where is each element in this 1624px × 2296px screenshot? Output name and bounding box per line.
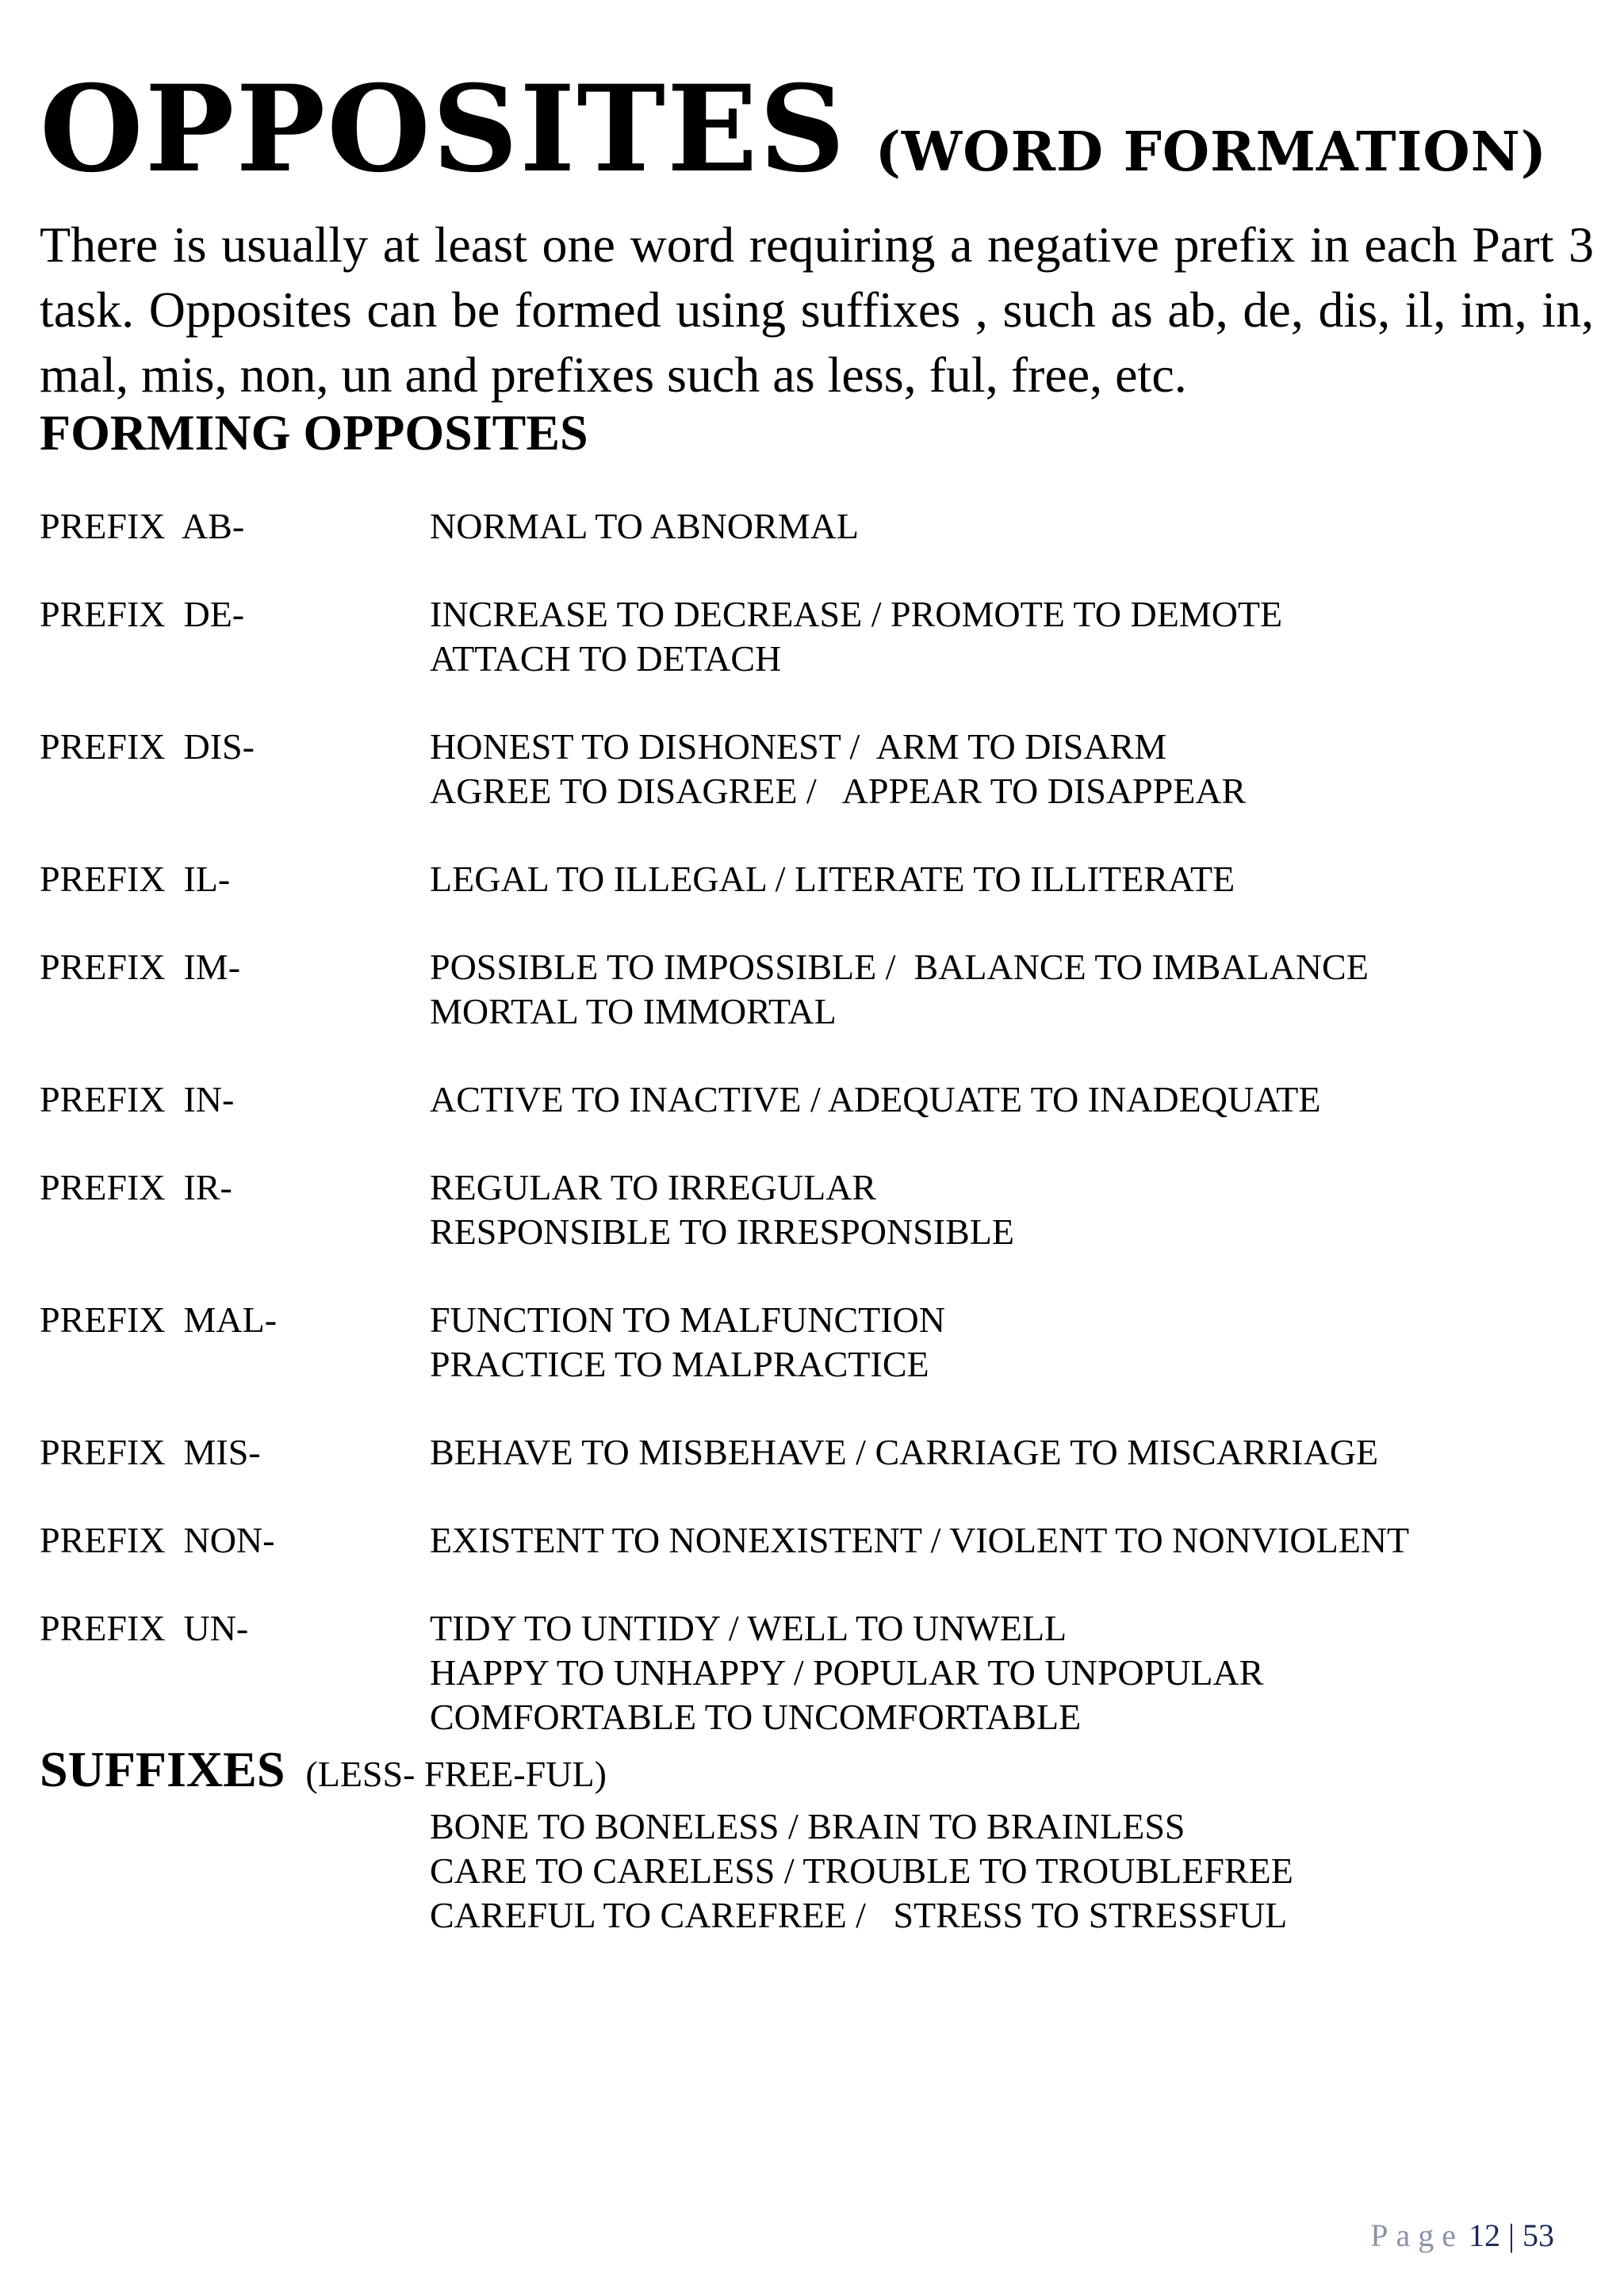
prefix-row [40, 725, 1594, 813]
prefix-examples [430, 1298, 1594, 1387]
suffix-example-line: CAREFUL TO CAREFREE / STRESS TO STRESSFUL [430, 1895, 1288, 1935]
prefix-examples [430, 725, 1594, 813]
suffix-example-line: BONE TO BONELESS / BRAIN TO BRAINLESS [430, 1806, 1185, 1846]
prefix-examples [430, 1165, 1594, 1254]
prefix-example-line: LEGAL TO ILLEGAL / LITERATE TO ILLITERATE [430, 859, 1235, 899]
suffix-subtitle: (LESS- FREE-FUL) [305, 1754, 607, 1794]
prefix-example-line: NORMAL TO ABNORMAL [430, 506, 859, 546]
prefix-examples [430, 1430, 1594, 1475]
title-main: OPPOSITES [40, 59, 847, 199]
prefix-row [40, 1077, 1594, 1122]
prefix-label: PREFIX IM- [40, 947, 241, 987]
prefix-example-line: COMFORTABLE TO UNCOMFORTABLE [430, 1697, 1082, 1737]
prefix-examples [430, 857, 1594, 901]
page-number: 12 | 53 [1468, 2218, 1554, 2253]
prefix-example-line: ATTACH TO DETACH [430, 638, 782, 679]
prefix-example-line: PRACTICE TO MALPRACTICE [430, 1344, 929, 1384]
prefix-example-line: BEHAVE TO MISBEHAVE / CARRIAGE TO MISCARRIAGE [430, 1432, 1379, 1472]
prefix-label: PREFIX DE- [40, 594, 245, 634]
prefix-examples [430, 504, 1594, 549]
suffix-heading [40, 1738, 607, 1801]
suffix-examples [430, 1804, 1293, 1938]
prefix-row [40, 592, 1594, 681]
section-heading: FORMING OPPOSITES [40, 404, 588, 461]
suffix-example-line: CARE TO CARELESS / TROUBLE TO TROUBLEFREE [430, 1850, 1293, 1891]
prefix-row [40, 1518, 1594, 1563]
page-title [40, 59, 1547, 199]
prefix-example-line: REGULAR TO IRREGULAR [430, 1167, 877, 1207]
prefix-row [40, 504, 1594, 549]
prefix-row [40, 945, 1594, 1034]
prefix-row [40, 1606, 1594, 1739]
prefix-examples [430, 945, 1594, 1034]
prefix-example-line: FUNCTION TO MALFUNCTION [430, 1299, 945, 1340]
title-subtitle: (WORD FORMATION) [875, 121, 1547, 184]
prefix-row [40, 1430, 1594, 1475]
page-label: Page [1370, 2218, 1464, 2253]
prefix-label: PREFIX IN- [40, 1079, 235, 1119]
prefix-examples [430, 1606, 1594, 1739]
prefix-examples [430, 1518, 1594, 1563]
prefix-label: PREFIX MIS- [40, 1432, 261, 1472]
page-footer [1370, 2217, 1554, 2255]
prefix-example-line: POSSIBLE TO IMPOSSIBLE / BALANCE TO IMBALANCE [430, 947, 1369, 987]
prefix-row [40, 1165, 1594, 1254]
prefix-example-line: HONEST TO DISHONEST / ARM TO DISARM [430, 726, 1167, 767]
prefix-label: PREFIX IR- [40, 1167, 232, 1207]
intro-paragraph: There is usually at least one word requiring a negative prefix in each Part 3 task. Opposites can be formed using suffixes , such as ab, de, dis, il, im, in, mal, mis, non, un and prefixes such as less, ful, free, etc. [40, 216, 1594, 403]
prefix-examples [430, 592, 1594, 681]
prefix-list [40, 504, 1594, 1783]
prefix-label: PREFIX IL- [40, 859, 231, 899]
prefix-example-line: ACTIVE TO INACTIVE / ADEQUATE TO INADEQUATE [430, 1079, 1321, 1119]
prefix-example-line: EXISTENT TO NONEXISTENT / VIOLENT TO NONVIOLENT [430, 1520, 1410, 1560]
prefix-row [40, 857, 1594, 901]
prefix-label: PREFIX UN- [40, 1608, 249, 1648]
prefix-example-line: HAPPY TO UNHAPPY / POPULAR TO UNPOPULAR [430, 1652, 1264, 1693]
prefix-label: PREFIX AB- [40, 506, 245, 546]
prefix-example-line: MORTAL TO IMMORTAL [430, 991, 837, 1031]
prefix-example-line: RESPONSIBLE TO IRRESPONSIBLE [430, 1211, 1014, 1252]
prefix-label: PREFIX MAL- [40, 1299, 278, 1340]
prefix-example-line: INCREASE TO DECREASE / PROMOTE TO DEMOTE [430, 594, 1283, 634]
prefix-row [40, 1298, 1594, 1387]
prefix-label: PREFIX NON- [40, 1520, 275, 1560]
prefix-examples [430, 1077, 1594, 1122]
prefix-example-line: TIDY TO UNTIDY / WELL TO UNWELL [430, 1608, 1067, 1648]
prefix-label: PREFIX DIS- [40, 726, 255, 767]
prefix-example-line: AGREE TO DISAGREE / APPEAR TO DISAPPEAR [430, 771, 1247, 811]
suffix-title: SUFFIXES [40, 1741, 285, 1797]
